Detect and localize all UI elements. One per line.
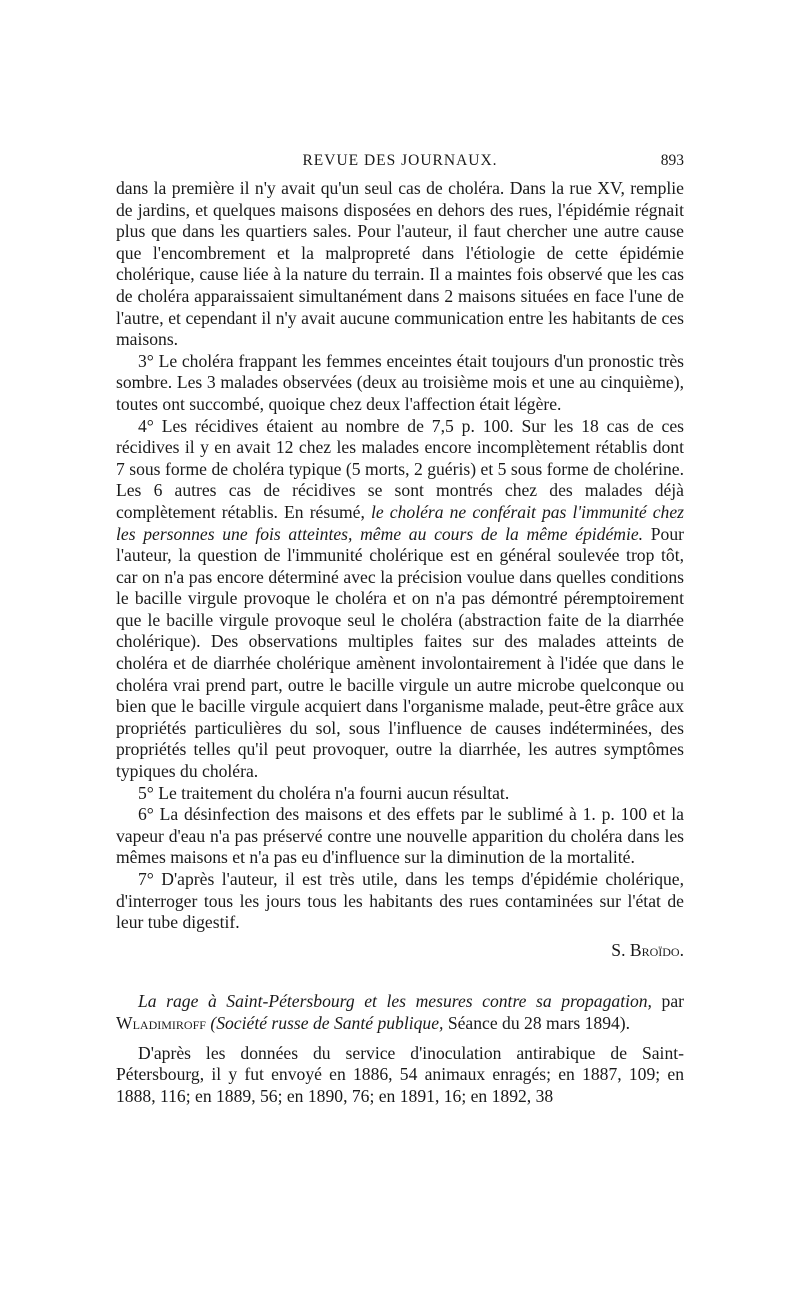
paragraph-4-text-a: 4° Les récidives étaient au nombre de 7,5 p. 100. Sur les 18 cas de ces récidives il y en avait 12 chez les malades encore incomplètement rétablis dont 7 sous forme de choléra typique (5 morts, 2 guéris) et 5 sous forme de cholérine. Les 6 autres cas de récidives se sont montrés chez des malades déjà complètement rétablis. En résumé,	[116, 415, 684, 522]
paragraph-4	[116, 416, 684, 783]
paragraph-continuation: dans la première il n'y avait qu'un seul cas de choléra. Dans la rue XV, remplie de jardins, et quelques maisons disposées en dehors des rues, l'épidémie régnait plus que dans les quartiers sales. Pour l'auteur, il faut chercher une autre cause que l'encombrement et la malpropreté dans l'étiologie de cette épidémie cholérique, cause liée à la nature du terrain. Il a maintes fois observé que les cas de choléra apparaissaient simultanément dans 2 maisons situées en face l'une de l'autre, et cependant il n'y avait aucune communication entre les habitants de ces maisons.	[116, 178, 684, 350]
running-header	[116, 150, 684, 178]
paragraph-5: 5° Le traitement du choléra n'a fourni aucun résultat.	[138, 782, 510, 803]
signature-text: S. Broïdo.	[611, 939, 684, 960]
journal-page	[116, 150, 684, 1107]
article-session: Séance du 28 mars 1894).	[443, 1012, 631, 1033]
paragraph-3: 3° Le choléra frappant les femmes enceintes était toujours d'un pronostic très sombre. Les 3 malades observées (deux au troisième mois et une au cinquième), toutes ont succombé, quoique chez deux l'affection était légère.	[116, 350, 684, 414]
article-heading	[116, 991, 684, 1034]
section-gap	[116, 961, 684, 991]
running-title: REVUE DES JOURNAUX.	[302, 152, 498, 169]
author-signature	[116, 940, 684, 962]
article-by: par	[651, 991, 684, 1012]
paragraph-4-text-b: Pour l'auteur, la question de l'immunité cholérique est en général soulevée trop tôt, car on n'a pas encore déterminé avec la précision voulue dans quelles conditions le bacille virgule provoque le choléra et on n'a pas démontré péremptoirement que le bacille virgule provoque seul le choléra (abstraction faite de la diarrhée cholérique). Des observations multiples faites sur des malades atteints de choléra et de diarrhée cholérique amènent involontairement à l'idée que dans le choléra vrai prend part, outre le bacille virgule un autre microbe quelconque ou bien que le bacille virgule acquiert dans l'organisme malade, peut-être grâce aux propriétés particulières du sol, sous l'influence de causes indéterminées, des propriétés telles qu'il peut provoquer, outre la diarrhée, les autres symptômes typiques du choléra.	[116, 523, 685, 782]
article-source: (Société russe de Santé publique,	[210, 1012, 444, 1033]
paragraph-4-italic: le choléra ne conférait pas l'immunité chez les personnes une fois atteintes, même au cours de la même épidémie.	[116, 501, 684, 544]
heading-gap	[116, 1035, 684, 1043]
article-title: La rage à Saint-Pétersbourg et les mesures contre sa propagation,	[138, 991, 652, 1012]
paragraph-7: 7° D'après l'auteur, il est très utile, dans les temps d'épidémie cholérique, d'interroger tous les jours tous les habitants des rues contaminées sur l'état de leur tube digestif.	[116, 869, 684, 933]
article-body: D'après les données du service d'inoculation antirabique de Saint-Pétersbourg, il y fut envoyé en 1886, 54 animaux enragés; en 1887, 109; en 1888, 116; en 1889, 56; en 1890, 76; en 1891, 16; en 1892, 38	[116, 1042, 684, 1106]
paragraph-6: 6° La désinfection des maisons et des effets par le sublimé à 1. p. 100 et la vapeur d'eau n'a pas préservé contre une nouvelle apparition du choléra dans les mêmes maisons et n'a pas eu d'influence sur la diminution de la mortalité.	[116, 804, 684, 868]
page-number: 893	[660, 152, 684, 169]
article-author: Wladimiroff	[116, 1012, 206, 1033]
